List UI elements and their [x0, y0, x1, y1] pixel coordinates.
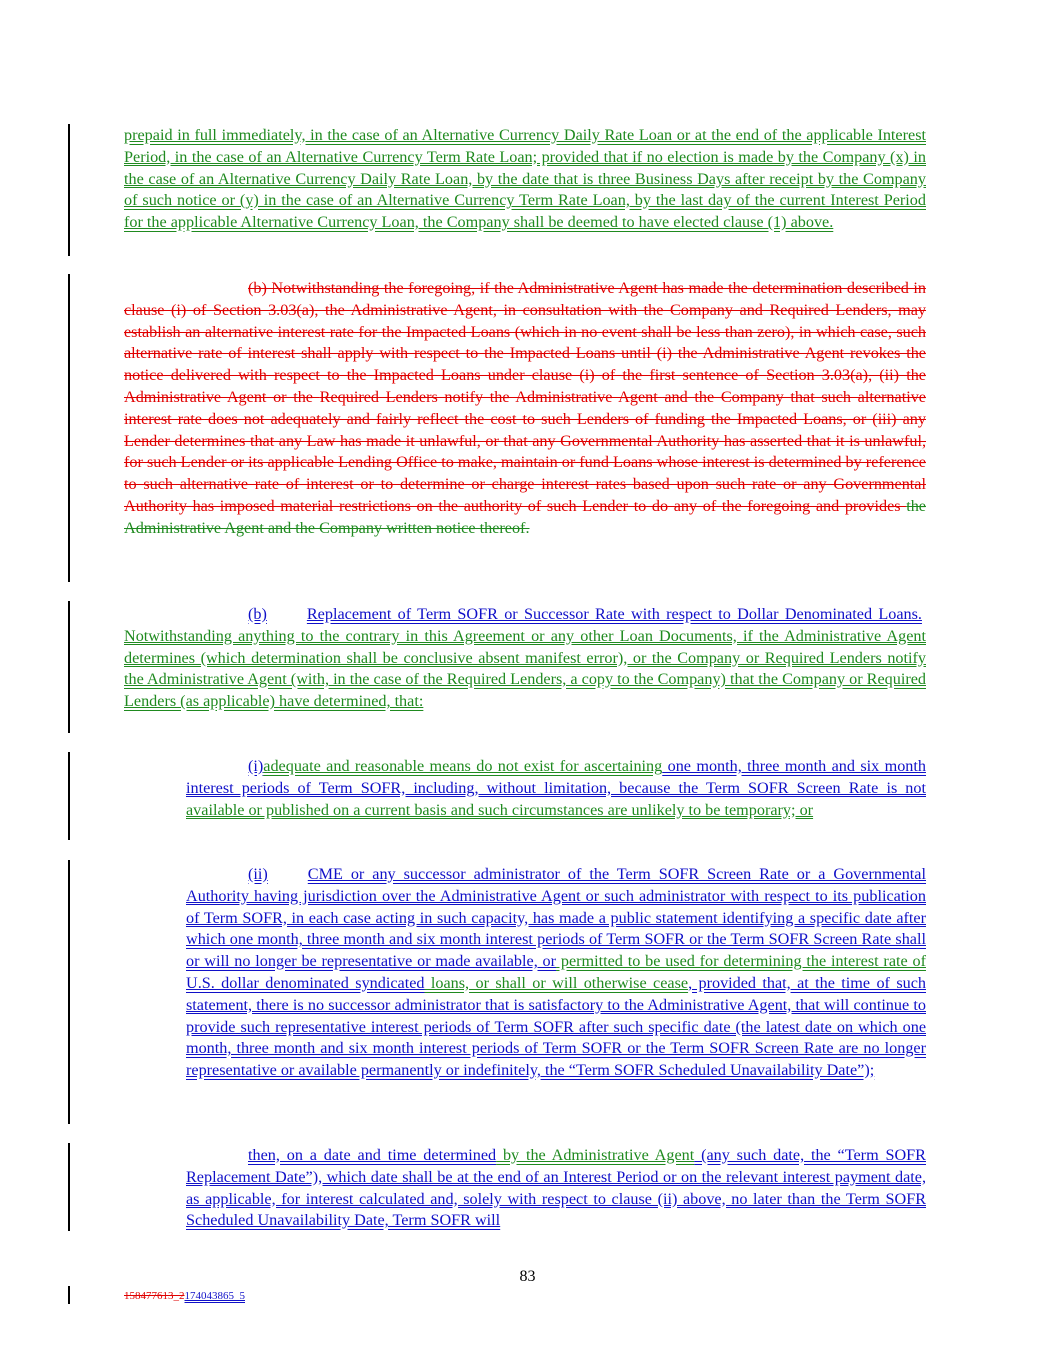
- clause-number: (ii): [248, 865, 268, 883]
- deleted-text: , the Administrative Agent, in consultation with the Company and Required Lenders, may establish an alternative interest rate for the Impacted Loans (which in no event shall be less than zero), in which case, such alternative rate of interest shall apply with respect to the Impacted Loans until (i) the Administrative Agent revokes the notice delivered with respect to the Impacted Loans under clause (i) of the first sentence of: [124, 300, 927, 385]
- page-number: 83: [519, 1268, 536, 1285]
- deleted-text: , (ii) the Administrative Agent or the: [124, 366, 926, 406]
- change-bar: [68, 1143, 70, 1231]
- paragraph-replacement-b: [124, 604, 926, 713]
- inserted-text: Notwithstanding anything to the contrary in this Agreement or any other Loan Documents, if the Administrative Agent determines (which determination shall be conclusive absent manifest error), or the Company or Required Lenders notify the Administrative Agent (with, in the case of the Required Lenders, a copy to the Company) that the Company or Required Lenders (as applicable) have determined, that:: [124, 626, 926, 711]
- inserted-text: by the Administrative Agent: [496, 1146, 695, 1164]
- inserted-text: , provided that, at the time of such statement, there is no successor administrator that is satisfactory to the Administrative Agent, that will continue to provide such representative interest periods of Term SOFR after such specific date (the latest date on which one month, three month and six month interest periods of Term SOFR or the Term SOFR Screen Rate are no longer representative or available permanently or indefinitely, the “Term SOFR Scheduled Unavailability Date”);: [186, 973, 926, 1080]
- inserted-text: one month, three month and six month interest periods of Term SOFR, including, without limitation, because the Term SOFR Screen Rate is not: [186, 757, 926, 797]
- inserted-text: loans, or shall or will otherwise cease: [424, 973, 689, 992]
- change-bar: [68, 601, 70, 733]
- change-bar: [68, 124, 70, 256]
- inserted-text: U.S. dollar denominated syndicated: [186, 973, 425, 992]
- deleted-text: Required Lenders notify the Administrative Agent and the Company that such alternative interest rate does not adequately and fairly reflect the cost to such Lenders of funding the Impacted Loans, or (iii) any Lender determines that any Law has made it unlawful, or that any Governmental Authority has asserted that it is unlawful, for such Lender or its applicable Lending Office to make, maintain or fund Loans whose interest is determined by reference to such alternative rate of interest or to determine or charge interest rates based upon such rate or any Governmental Authority has imposed material restrictions on the authority of such Lender to do any of the foregoing and provides: [124, 387, 926, 515]
- paragraph-prepaid: [124, 125, 926, 234]
- clause-number: (i): [248, 757, 264, 775]
- deleted-text: (b) Notwithstanding the foregoing, if the Administrative Agent has made the determination described in: [248, 279, 926, 297]
- deleted-text: Section 3.03(a): [766, 366, 869, 385]
- inserted-text: then, on a date and time determined: [248, 1146, 497, 1164]
- section-heading: Replacement of Term SOFR or Successor Rate with respect to Dollar Denominated Loans.: [306, 605, 922, 623]
- paragraph-deleted-b: [124, 278, 926, 540]
- clause-ii: [186, 864, 926, 1082]
- section-number: (b): [248, 605, 267, 623]
- change-bar: [68, 274, 70, 582]
- deleted-text: Section 3.03(a): [212, 300, 315, 319]
- change-bar: [68, 752, 70, 840]
- deleted-text: the Administrative Agent and the Company written notice thereof.: [124, 496, 926, 537]
- change-bar: [68, 860, 70, 1124]
- clause-i: [186, 756, 926, 821]
- inserted-text: CME or any successor administrator of the Term SOFR Screen Rate or a Governmental Authority having jurisdiction over the Administrative Agent or such administrator with respect to its publication of Term SOFR, in each case acting in such capacity, has made a public statement identifying a specific date after which one month, three month and six month interest periods of Term SOFR or the Term SOFR Screen Rate shall or will no longer be representative or made available, or: [186, 865, 926, 971]
- inserted-text: permitted to be used for determining the interest rate of: [556, 952, 926, 971]
- inserted-text: (any such date, the “Term SOFR Replacement Date”), which date shall be at the end of an Interest Period or on the relevant interest payment date, as applicable, for interest calculated and, solely with respect to clause (ii) above, no later than the Term SOFR Scheduled Unavailability Date, Term SOFR will: [186, 1146, 926, 1230]
- old-document-id: 158477613_2: [124, 1290, 185, 1302]
- deleted-text: of: [186, 300, 213, 319]
- inserted-text: available or published on a current basis and such circumstances are unlikely to be temporary; or: [186, 800, 814, 819]
- paragraph-then: [186, 1145, 926, 1232]
- new-document-id: 174043865_5: [184, 1290, 245, 1302]
- inserted-text: adequate and reasonable means do not exist for ascertaining: [263, 757, 663, 775]
- change-bar: [68, 1286, 70, 1304]
- document-id-footer: [124, 1290, 245, 1302]
- inserted-text: prepaid in full immediately, in the case of an Alternative Currency Daily Rate Loan or at the end of the applicable Interest Period, in the case of an Alternative Currency Term Rate Loan; provided that if no election is made by the Company (x) in the case of an Alternative Currency Daily Rate Loan, by the date that is three Business Days after receipt by the Company of such notice or (y) in the case of an Alternative Currency Term Rate Loan, by the last day of the current Interest Period for the applicable Alternative Currency Loan, the Company shall be deemed to have elected clause (1) above.: [124, 126, 926, 232]
- deleted-text: clause (i): [124, 300, 187, 319]
